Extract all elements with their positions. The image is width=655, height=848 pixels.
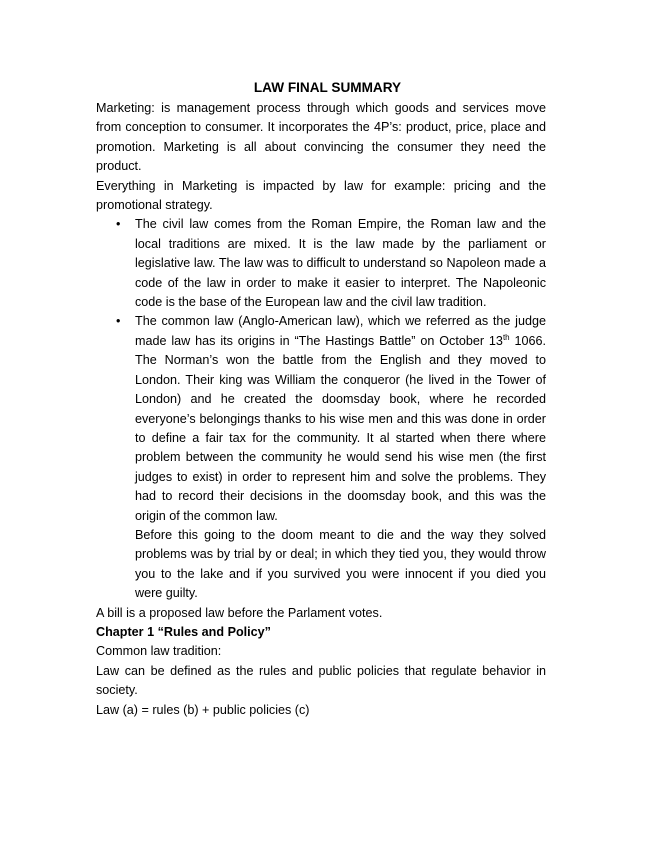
bullet-icon: • xyxy=(116,314,121,329)
paragraph-marketing-definition: Marketing: is management process through which goods and services move from conception to consumer. It incorporates the 4P’s: product, price, place and promotion. Marketing is all about convincing the consumer they need the product. xyxy=(96,101,546,174)
paragraph-law-formula: Law (a) = rules (b) + public policies (c) xyxy=(96,702,310,717)
chapter-heading: Chapter 1 “Rules and Policy” xyxy=(96,624,271,639)
bullet-text-common-law xyxy=(135,312,546,525)
bullet-text-civil-law: The civil law comes from the Roman Empire, the Roman law and the local traditions are mixed. It is the law made by the parliament or legislative law. The law was to difficult to understand so Napoleon made a code of the law in order to make it easier to interpret. The Napoleonic code is the base of the European law and the civil law tradition. xyxy=(135,217,546,310)
bullet-item-civil-law xyxy=(96,215,546,312)
bullet-text-common-law-continued: Before this going to the doom meant to die and the way they solved problems was by trial by or deal; in which they tied you, they would throw you to the lake and if you survived you were innocent if you died you were guilty. xyxy=(135,527,546,601)
paragraph-common-law-tradition: Common law tradition: xyxy=(96,644,222,659)
paragraph-law-definition: Law can be defined as the rules and public policies that regulate behavior in society. xyxy=(96,663,546,698)
bullet-item-common-law xyxy=(96,312,546,603)
paragraph-bill-definition: A bill is a proposed law before the Parlament votes. xyxy=(96,605,383,620)
bullet-text-common-law-rest: 1066. The Norman’s won the battle from the English and they moved to London. Their king was William the conqueror (he lived in the Tower of London) and he created the doomsday book, where he recorded everyone’s belongings thanks to his wise men and this was done in order to define a fair tax for the community. It al started when there where problem between the community he would send his wise men (the first judges to exist) in order to represent him and solve the problems. They had to record their decisions in the doomsday book, and this was the origin of the common law. xyxy=(135,333,546,523)
bullet-text-common-law-start: The common law (Anglo-American law), which we referred as the judge made law has its origins in “The Hastings Battle” on October 13 xyxy=(135,314,546,348)
paragraph-marketing-law: Everything in Marketing is impacted by law for example: pricing and the promotional strategy. xyxy=(96,178,546,213)
ordinal-superscript: th xyxy=(502,332,510,342)
document-body xyxy=(96,99,546,720)
bullet-icon: • xyxy=(116,217,121,232)
document-title: LAW FINAL SUMMARY xyxy=(253,80,402,95)
